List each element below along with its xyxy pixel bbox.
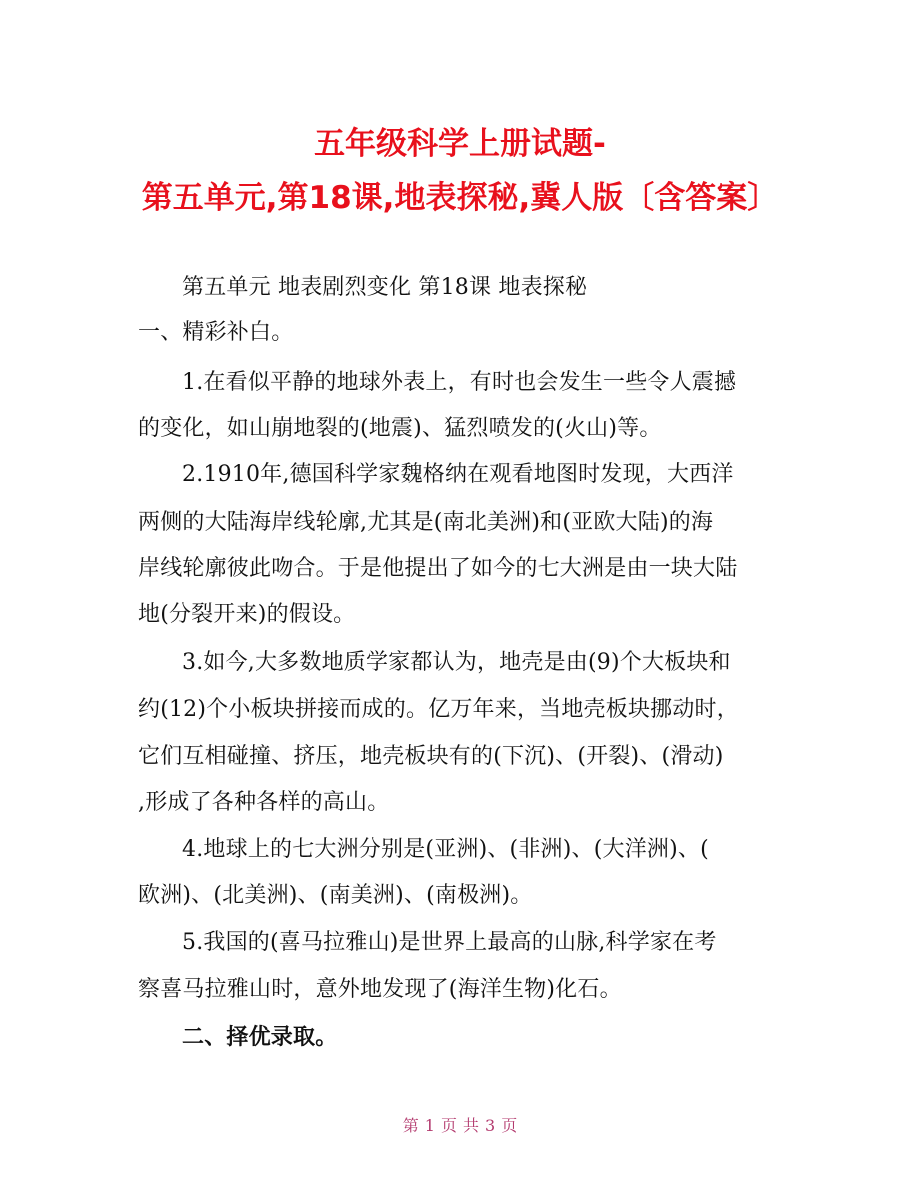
question-2-line-2: 两侧的大陆海岸线轮廓,尤其是(南北美洲)和(亚欧大陆)的海 [138,510,714,535]
footer-current-page: 1 [424,1116,435,1135]
question-3-line-1: 3.如今,大多数地质学家都认为，地壳是由(9)个大板块和 [182,650,731,675]
question-2-line-3: 岸线轮廓彼此吻合。于是他提出了如今的七大洲是由一块大陆 [138,556,738,581]
question-2-line-1: 2.1910年,德国科学家魏格纳在观看地图时发现，大西洋 [182,462,734,487]
question-3-line-2: 约(12)个小板块拼接而成的。亿万年来，当地壳板块挪动时， [138,697,739,722]
footer-total-pages: 3 [485,1116,496,1135]
question-5-line-1: 5.我国的(喜马拉雅山)是世界上最高的山脉,科学家在考 [182,930,717,955]
footer-page-unit: 页 [440,1116,457,1135]
document-title-line-2: 第五单元,第18课,地表探秘,冀人版〔含答案〕 [141,180,779,216]
section-heading-2: 二、择优录取。 [182,1024,338,1050]
footer-total-unit: 页 [501,1116,518,1135]
page-footer [0,1113,920,1136]
question-5-line-2: 察喜马拉雅山时，意外地发现了(海洋生物)化石。 [138,977,622,1002]
question-2-line-4: 地(分裂开来)的假设。 [138,602,356,627]
question-1-line-2: 的变化，如山崩地裂的(地震)、猛烈喷发的(火山)等。 [138,416,662,441]
question-4-line-1: 4.地球上的七大洲分别是(亚洲)、(非洲)、(大洋洲)、( [182,837,709,862]
question-1-line-1: 1.在看似平静的地球外表上，有时也会发生一些令人震撼 [182,370,737,395]
unit-heading: 第五单元 地表剧烈变化 第18课 地表探秘 [182,275,588,300]
footer-total-label: 共 [463,1116,480,1135]
document-title-line-1: 五年级科学上册试题- [314,126,606,162]
question-3-line-3: 它们互相碰撞、挤压，地壳板块有的(下沉)、(开裂)、(滑动) [138,744,724,769]
question-3-line-4: ,形成了各种各样的高山。 [138,790,390,815]
footer-page-label: 第 [402,1116,419,1135]
question-4-line-2: 欧洲)、(北美洲)、(南美洲)、(南极洲)。 [138,883,533,908]
section-heading-1: 一、精彩补白。 [138,320,294,345]
